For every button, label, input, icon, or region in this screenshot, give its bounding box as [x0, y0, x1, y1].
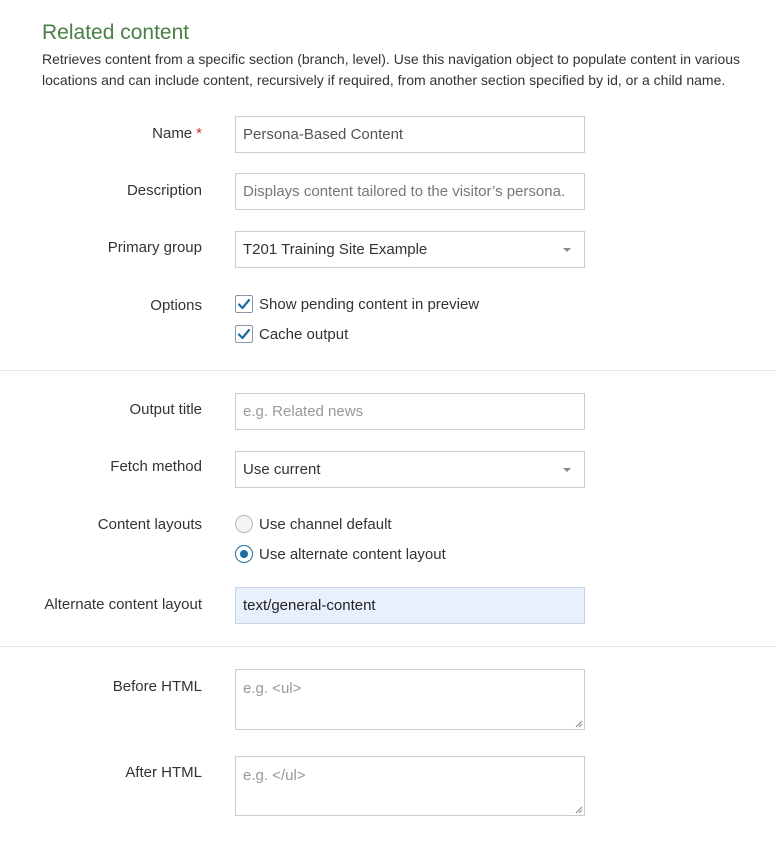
- fetch-method-selected: Use current: [243, 461, 321, 478]
- section-divider: [0, 370, 776, 371]
- primary-group-select[interactable]: [235, 231, 585, 268]
- fetch-method-select[interactable]: [235, 451, 585, 488]
- channel-default-radio[interactable]: [235, 515, 253, 533]
- primary-group-selected: T201 Training Site Example: [243, 241, 428, 258]
- channel-default-radio-row[interactable]: [235, 515, 392, 533]
- alternate-content-layout-input[interactable]: [235, 587, 585, 624]
- fetch-method-label: Fetch method: [110, 458, 202, 475]
- alternate-content-layout-label: Alternate content layout: [44, 596, 202, 613]
- page-title: Related content: [42, 21, 190, 44]
- primary-group-label: Primary group: [107, 239, 202, 256]
- show-pending-checkbox[interactable]: [235, 295, 253, 313]
- chevron-down-icon: [563, 248, 571, 252]
- chevron-down-icon: [563, 468, 571, 472]
- page-description: Retrieves content from a specific section (branch, level). Use this navigation object to populate content in various locations and can include content, recursively if required, from another section specified by id, or a child name.: [42, 51, 741, 88]
- cache-output-checkbox-row[interactable]: [235, 325, 348, 343]
- description-input-value: Displays content tailored to the visitor’s persona.: [243, 183, 566, 200]
- output-title-placeholder: e.g. Related news: [243, 403, 364, 420]
- alternate-content-layout-value: text/general-content: [243, 597, 376, 614]
- checkmark-icon: [237, 327, 251, 341]
- alternate-layout-radio-row[interactable]: [235, 545, 446, 563]
- alternate-layout-radio-label: Use alternate content layout: [259, 545, 446, 563]
- alternate-layout-radio[interactable]: [235, 545, 253, 563]
- channel-default-label: Use channel default: [259, 515, 392, 533]
- before-html-placeholder: e.g. <ul>: [243, 680, 302, 697]
- cache-output-label: Cache output: [259, 325, 349, 343]
- required-indicator: *: [196, 125, 202, 142]
- description-input[interactable]: [235, 173, 585, 210]
- cache-output-checkbox[interactable]: [235, 325, 253, 343]
- resize-handle-icon[interactable]: [574, 805, 583, 814]
- output-title-input[interactable]: [235, 393, 585, 430]
- description-label: Description: [126, 182, 202, 199]
- output-title-label: Output title: [129, 401, 202, 418]
- after-html-label: After HTML: [125, 764, 202, 781]
- section-header: [42, 20, 767, 91]
- name-input[interactable]: [235, 116, 585, 153]
- after-html-textarea[interactable]: [235, 756, 585, 816]
- show-pending-label: Show pending content in preview: [259, 295, 480, 313]
- section-divider: [0, 646, 776, 647]
- show-pending-checkbox-row[interactable]: [235, 295, 479, 313]
- after-html-placeholder: e.g. </ul>: [243, 767, 306, 784]
- options-label: Options: [150, 297, 202, 314]
- name-label: Name *: [152, 125, 202, 142]
- before-html-textarea[interactable]: [235, 669, 585, 730]
- checkmark-icon: [237, 297, 251, 311]
- content-layouts-label: Content layouts: [97, 516, 202, 533]
- name-input-value: Persona-Based Content: [243, 126, 404, 143]
- resize-handle-icon[interactable]: [574, 719, 583, 728]
- before-html-label: Before HTML: [112, 678, 202, 695]
